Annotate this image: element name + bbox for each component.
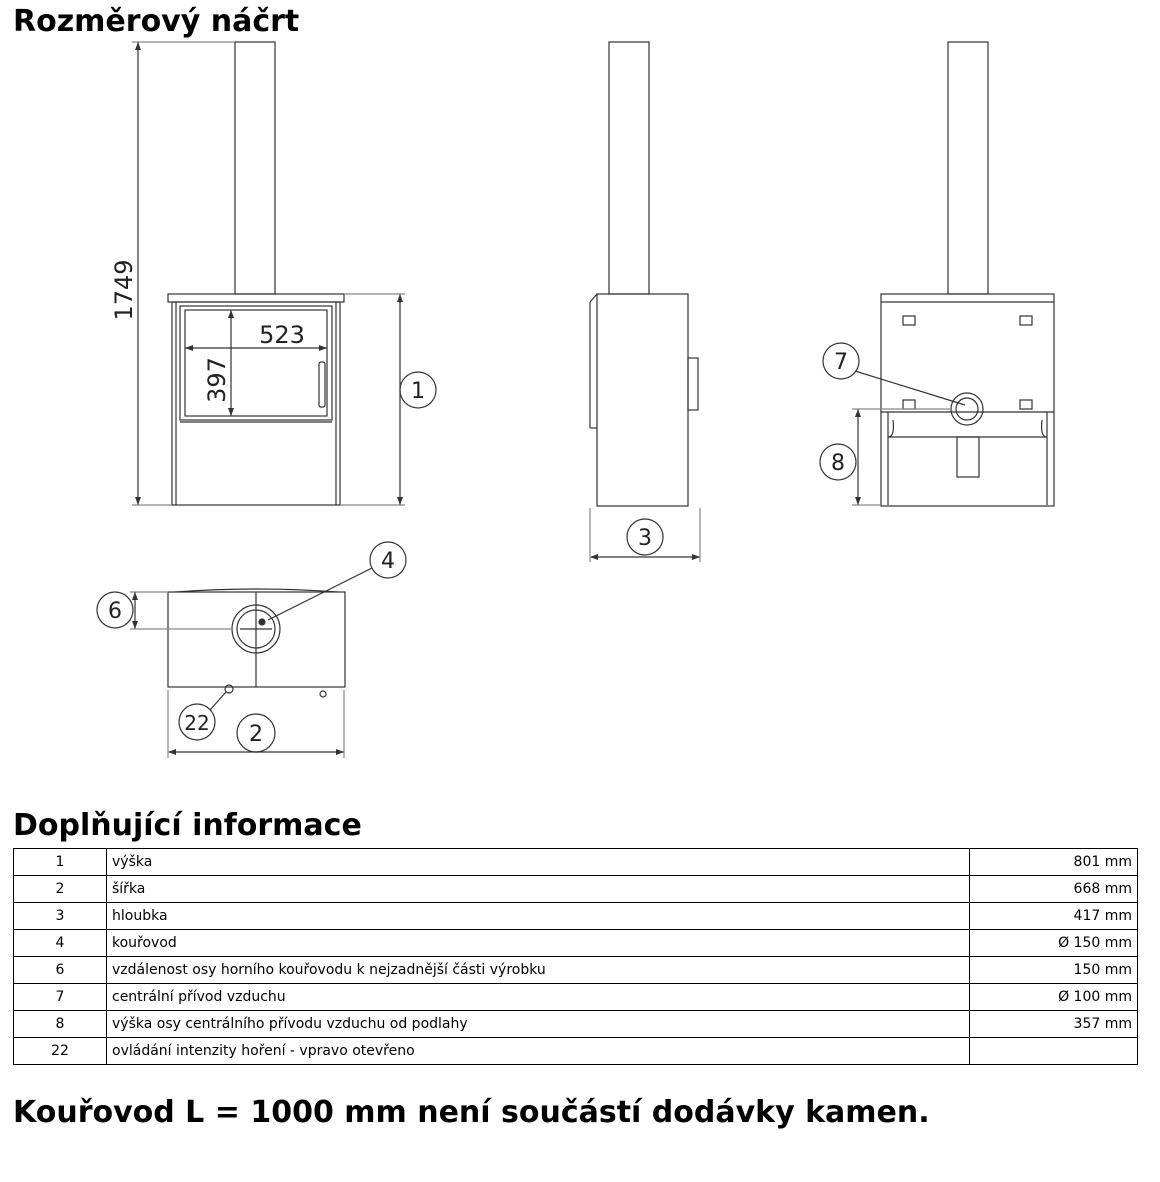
row-value: 668 mm: [970, 876, 1138, 903]
row-number: 6: [14, 957, 107, 984]
table-row: [14, 1011, 1138, 1038]
dim-window-height: 397: [203, 357, 231, 403]
table-row: [14, 930, 1138, 957]
row-description: šířka: [107, 876, 970, 903]
footer-note: Kouřovod L = 1000 mm není součástí dodávky kamen.: [13, 1095, 930, 1130]
callout-3: 3: [638, 526, 652, 551]
row-number: 7: [14, 984, 107, 1011]
row-description: ovládání intenzity hoření - vpravo otevřeno: [107, 1038, 970, 1065]
table-row: [14, 984, 1138, 1011]
table-row: [14, 903, 1138, 930]
row-value: 801 mm: [970, 849, 1138, 876]
page-title: Rozměrový náčrt: [13, 4, 300, 39]
row-number: 4: [14, 930, 107, 957]
row-description: hloubka: [107, 903, 970, 930]
row-value: Ø 150 mm: [970, 930, 1138, 957]
table-row: [14, 876, 1138, 903]
callout-22: 22: [184, 711, 210, 735]
row-value: 150 mm: [970, 957, 1138, 984]
row-number: 3: [14, 903, 107, 930]
row-description: kouřovod: [107, 930, 970, 957]
row-number: 22: [14, 1038, 107, 1065]
section-title: Doplňující informace: [13, 808, 362, 843]
row-description: vzdálenost osy horního kouřovodu k nejzadnější části výrobku: [107, 957, 970, 984]
callout-2: 2: [249, 722, 263, 747]
row-number: 2: [14, 876, 107, 903]
callout-6: 6: [108, 599, 122, 624]
side-view: [590, 42, 700, 562]
back-view: [820, 42, 1054, 506]
row-value: [970, 1038, 1138, 1065]
callout-4: 4: [381, 549, 395, 574]
table-row: [14, 849, 1138, 876]
row-description: výška: [107, 849, 970, 876]
row-number: 1: [14, 849, 107, 876]
dim-window-width: 523: [259, 321, 305, 349]
row-value: 357 mm: [970, 1011, 1138, 1038]
callout-1: 1: [411, 379, 425, 404]
row-value: 417 mm: [970, 903, 1138, 930]
info-table: [13, 848, 1138, 1065]
dim-total-height: 1749: [110, 259, 138, 321]
table-row: [14, 957, 1138, 984]
callout-8: 8: [831, 451, 845, 476]
row-description: centrální přívod vzduchu: [107, 984, 970, 1011]
row-number: 8: [14, 1011, 107, 1038]
table-row: [14, 1038, 1138, 1065]
row-description: výška osy centrálního přívodu vzduchu od podlahy: [107, 1011, 970, 1038]
front-view: [132, 42, 436, 505]
callout-7: 7: [834, 350, 848, 375]
row-value: Ø 100 mm: [970, 984, 1138, 1011]
